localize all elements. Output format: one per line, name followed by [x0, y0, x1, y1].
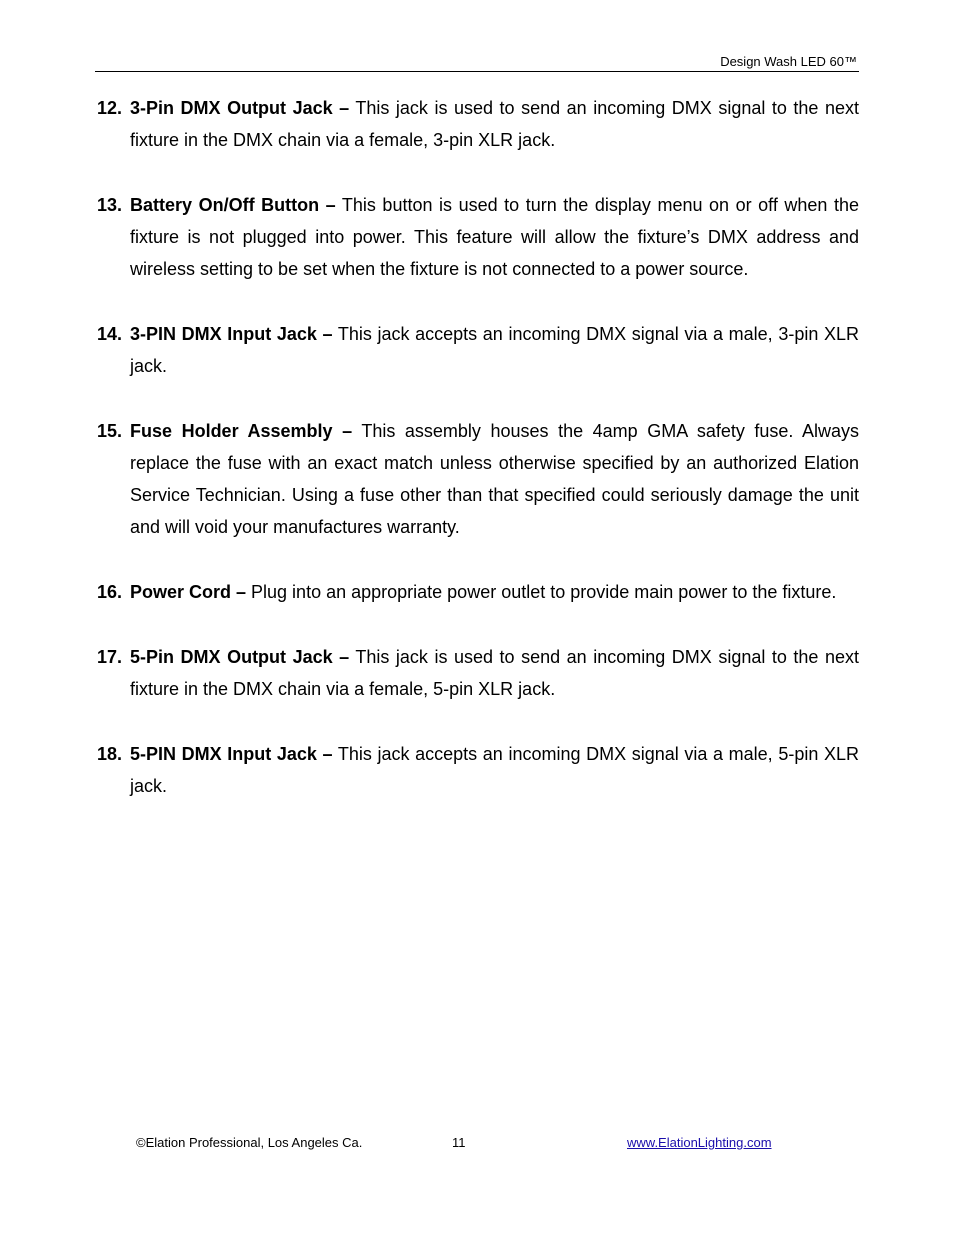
header-title: Design Wash LED 60™: [720, 54, 857, 69]
item-term: 3-Pin DMX Output Jack –: [130, 98, 350, 118]
item-description: This jack is used to send an incoming DMX signal to the next fixture in the DMX chain via a female, 3-pin XLR jack.: [130, 98, 859, 150]
item-number: 17.: [97, 647, 123, 667]
item-number: 18.: [97, 744, 123, 764]
item-number: 15.: [97, 421, 123, 441]
item-description: This jack is used to send an incoming DMX signal to the next fixture in the DMX chain via a female, 5-pin XLR jack.: [130, 647, 859, 699]
list-item-13: [97, 189, 859, 285]
list-item-16: [97, 576, 859, 608]
item-number: 13.: [97, 195, 123, 215]
item-description: This assembly houses the 4amp GMA safety fuse. Always replace the fuse with an exact match unless otherwise specified by an authorized Elation Service Technician. Using a fuse other than that specified could seriously damage the unit and will void your manufactures warranty.: [130, 421, 860, 537]
footer-copyright: ©Elation Professional, Los Angeles Ca.: [136, 1135, 363, 1150]
list-item-18: [97, 738, 859, 802]
footer-website-link[interactable]: www.ElationLighting.com: [627, 1135, 772, 1150]
item-term: 5-Pin DMX Output Jack –: [130, 647, 350, 667]
item-description: This jack accepts an incoming DMX signal via a male, 3-pin XLR jack.: [130, 324, 859, 376]
item-term: Fuse Holder Assembly –: [130, 421, 353, 441]
item-description: This jack accepts an incoming DMX signal via a male, 5-pin XLR jack.: [130, 744, 859, 796]
item-term: 5-PIN DMX Input Jack –: [130, 744, 333, 764]
item-term: 3-PIN DMX Input Jack –: [130, 324, 333, 344]
list-item-17: [97, 641, 859, 705]
list-item-15: [97, 415, 859, 543]
feature-list: [97, 92, 859, 835]
item-description: Plug into an appropriate power outlet to provide main power to the fixture.: [246, 582, 837, 602]
item-number: 14.: [97, 324, 123, 344]
item-number: 16.: [97, 582, 123, 602]
item-term: Power Cord –: [130, 582, 247, 602]
item-term: Battery On/Off Button –: [130, 195, 336, 215]
header-divider: [95, 71, 859, 72]
list-item-12: [97, 92, 859, 156]
item-description: This button is used to turn the display menu on or off when the fixture is not plugged into power. This feature will allow the fixture’s DMX address and wireless setting to be set when the fixture is not connected to a power source.: [130, 195, 859, 279]
list-item-14: [97, 318, 859, 382]
footer-page-number: 11: [452, 1135, 466, 1150]
item-number: 12.: [97, 98, 123, 118]
